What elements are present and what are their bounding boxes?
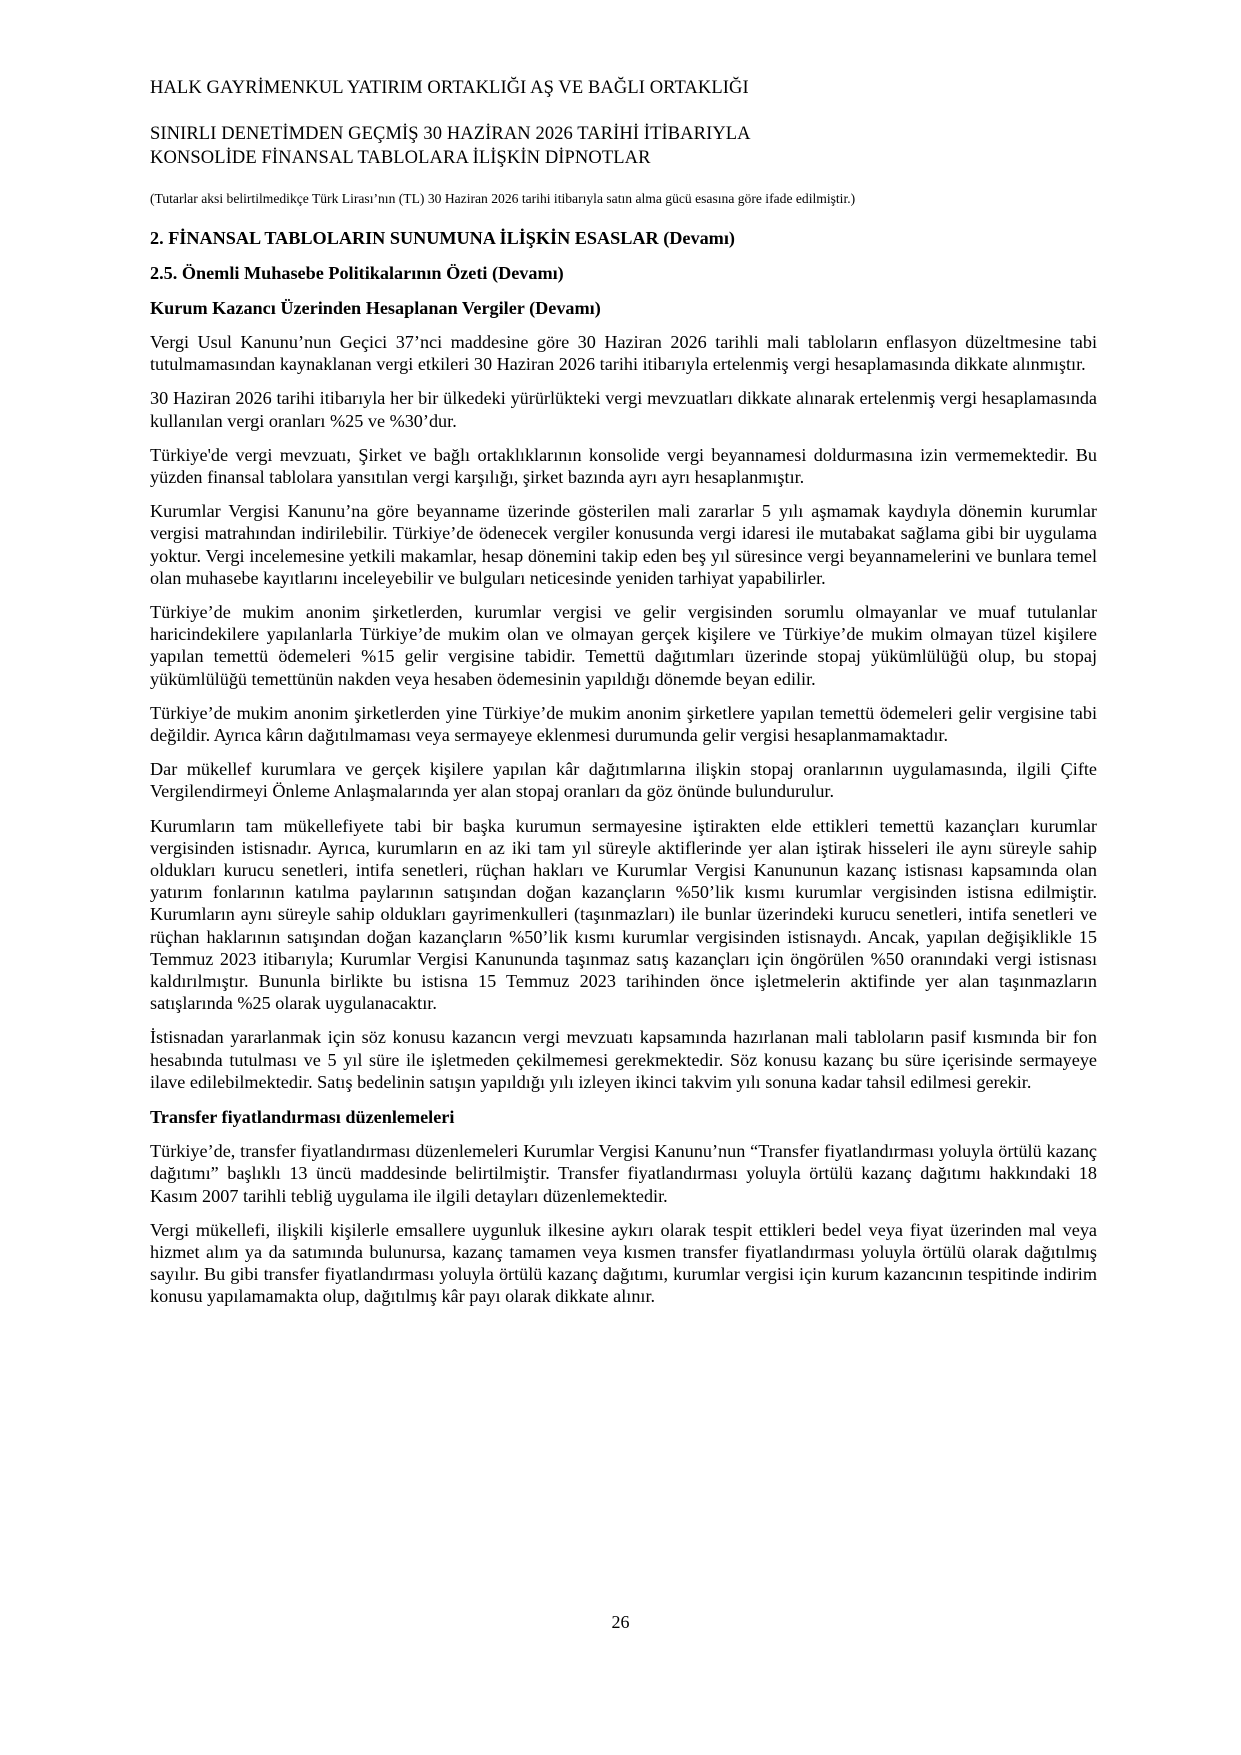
paragraph: Türkiye’de mukim anonim şirketlerden, kurumlar vergisi ve gelir vergisinden sorumlu olmayanlar ve muaf tutulanlar haricindekilere yapılanlarla Türkiye’de mukim olan ve olmayan gerçek kişilere ve Türkiye’de mukim olmayan tüzel kişilere yapılan temettü ödemeleri %15 gelir vergisine tabidir. Temettü dağıtımları üzerinde stopaj yükümlülüğü olup, bu stopaj yükümlülüğü temettünün nakden veya hesaben ödemesinin yapıldığı dönemde beyan edilir. [150,602,1097,689]
topic-title-transfer-pricing: Transfer fiyatlandırması düzenlemeleri [150,1107,455,1128]
paragraph: Türkiye’de, transfer fiyatlandırması düzenlemeleri Kurumlar Vergisi Kanunu’nun “Transfer fiyatlandırması yoluyla örtülü kazanç dağıtımı” başlıklı 13 üncü maddesinde belirtilmiştir. Transfer fiyatlandırması yoluyla örtülü kazanç dağıtımı hakkındaki 18 Kasım 2007 tarihli tebliğ uygulama ile ilgili detayları düzenlemektedir. [150,1141,1097,1206]
document-page [150,76,1097,1320]
company-name: HALK GAYRİMENKUL YATIRIM ORTAKLIĞI AŞ VE BAĞLI ORTAKLIĞI [150,78,749,98]
paragraph: Dar mükellef kurumlara ve gerçek kişilere yapılan kâr dağıtımlarına ilişkin stopaj oranlarının uygulamasında, ilgili Çifte Vergilendirmeyi Önleme Anlaşmalarında yer alan stopaj oranları da göz önünde bulundurulur. [150,759,1097,802]
paragraph: Vergi Usul Kanunu’nun Geçici 37’nci maddesine göre 30 Haziran 2026 tarihli mali tabloların enflasyon düzeltmesine tabi tutulmamasından kaynaklanan vergi etkileri 30 Haziran 2026 tarihi itibarıyla ertelenmiş vergi hesaplamasında dikkate alınmıştır. [150,332,1097,375]
paragraph: Vergi mükellefi, ilişkili kişilerle emsallere uygunluk ilkesine aykırı olarak tespit ettikleri bedel veya fiyat üzerinden mal veya hizmet alım ya da satımında bulunursa, kazanç tamamen veya kısmen transfer fiyatlandırması yoluyla örtülü olarak dağıtılmış sayılır. Bu gibi transfer fiyatlandırması yoluyla örtülü kazanç dağıtımı, kurumlar vergisi için kurum kazancının tespitinde indirim konusu yapılamamakta olup, dağıtılmış kâr payı olarak dikkate alınır. [150,1219,1097,1307]
paragraph: 30 Haziran 2026 tarihi itibarıyla her bir ülkedeki yürürlükteki vergi mevzuatları dikkate alınarak ertelenmiş vergi hesaplamasında kullanılan vergi oranları %25 ve %30’dur. [150,388,1097,431]
subsection-title: 2.5. Önemli Muhasebe Politikalarının Özeti (Devamı) [150,263,564,283]
report-subtitle-line1: SINIRLI DENETİMDEN GEÇMİŞ 30 HAZİRAN 2026 TARİHİ İTİBARIYLA [150,124,751,144]
paragraph: Kurumların tam mükellefiyete tabi bir başka kurumun sermayesine iştirakten elde ettikleri temettü kazançları kurumlar vergisinden istisnadır. Ayrıca, kurumların en az iki tam yıl süreyle aktiflerinde yer alan iştirak hisseleri ile aynı süreyle sahip oldukları kurucu senetleri, intifa senetleri, rüçhan hakları ve Kurumlar Vergisi Kanununun kazanç istisnası kapsamında olan yatırım fonlarının katılma paylarının satışından doğan kazançların %50’lik kısmı kurumlar vergisinden istisna edilmiştir. Kurumların aynı süreyle sahip oldukları gayrimenkulleri (taşınmazları) ile bunlar üzerindeki kurucu senetleri, intifa senetleri ve rüçhan haklarının satışından doğan kazançların %50’lik kısmı kurumlar vergisinden istisnaydı. Ancak, yapılan değişiklikle 15 Temmuz 2023 itibarıyla; Kurumlar Vergisi Kanununda taşınmaz satış kazançları için öngörülen %50 oranındaki vergi istisnası kaldırılmıştır. Bununla birlikte bu istisna 15 Temmuz 2023 tarihinden önce işletmelerin aktifinde yer alan taşınmazların satışlarında %25 olarak uygulanacaktır. [150,815,1097,1014]
report-subtitle [150,122,1097,170]
paragraph: Türkiye'de vergi mevzuatı, Şirket ve bağlı ortaklıklarının konsolide vergi beyannamesi doldurmasına izin vermemektedir. Bu yüzden finansal tablolara yansıtılan vergi karşılığı, şirket bazında ayrı ayrı hesaplanmıştır. [150,444,1097,488]
report-subtitle-line2: KONSOLİDE FİNANSAL TABLOLARA İLİŞKİN DİPNOTLAR [150,148,651,168]
currency-note: (Tutarlar aksi belirtilmedikçe Türk Lirası’nın (TL) 30 Haziran 2026 tarihi itibarıyla satın alma gücü esasına göre ifade edilmiştir.) [150,191,856,206]
paragraph: İstisnadan yararlanmak için söz konusu kazancın vergi mevzuatı kapsamında hazırlanan mali tabloların pasif kısmında bir fon hesabında tutulması ve 5 yıl süre ile işletmeden çekilmemesi gerekmektedir. Söz konusu kazanç bu süre içerisinde sermayeye ilave edilebilmektedir. Satış bedelinin satışın yapıldığı yılı izleyen ikinci takvim yılı sonuna kadar tahsil edilmesi gerekir. [150,1027,1097,1092]
topic-title-corporate-tax: Kurum Kazancı Üzerinden Hesaplanan Vergiler (Devamı) [150,298,601,318]
paragraph: Kurumlar Vergisi Kanunu’na göre beyanname üzerinde gösterilen mali zararlar 5 yılı aşmamak kaydıyla dönemin kurumlar vergisi matrahından indirilebilir. Türkiye’de ödenecek vergiler konusunda vergi idaresi ile mutabakat sağlama gibi bir uygulama yoktur. Vergi incelemesine yetkili makamlar, hesap dönemini takip eden beş yıl süresince vergi beyannamelerini ve bunlara temel olan muhasebe kayıtlarını inceleyebilir ve bulguları neticesinde yeniden tarhiyat yapabilirler. [150,501,1097,588]
paragraph: Türkiye’de mukim anonim şirketlerden yine Türkiye’de mukim anonim şirketlere yapılan temettü ödemeleri gelir vergisine tabi değildir. Ayrıca kârın dağıtılmaması veya sermayeye eklenmesi durumunda gelir vergisi hesaplanmamaktadır. [150,702,1097,746]
page-number: 26 [611,1612,630,1632]
section-title: 2. FİNANSAL TABLOLARIN SUNUMUNA İLİŞKİN ESASLAR (Devamı) [150,228,735,248]
